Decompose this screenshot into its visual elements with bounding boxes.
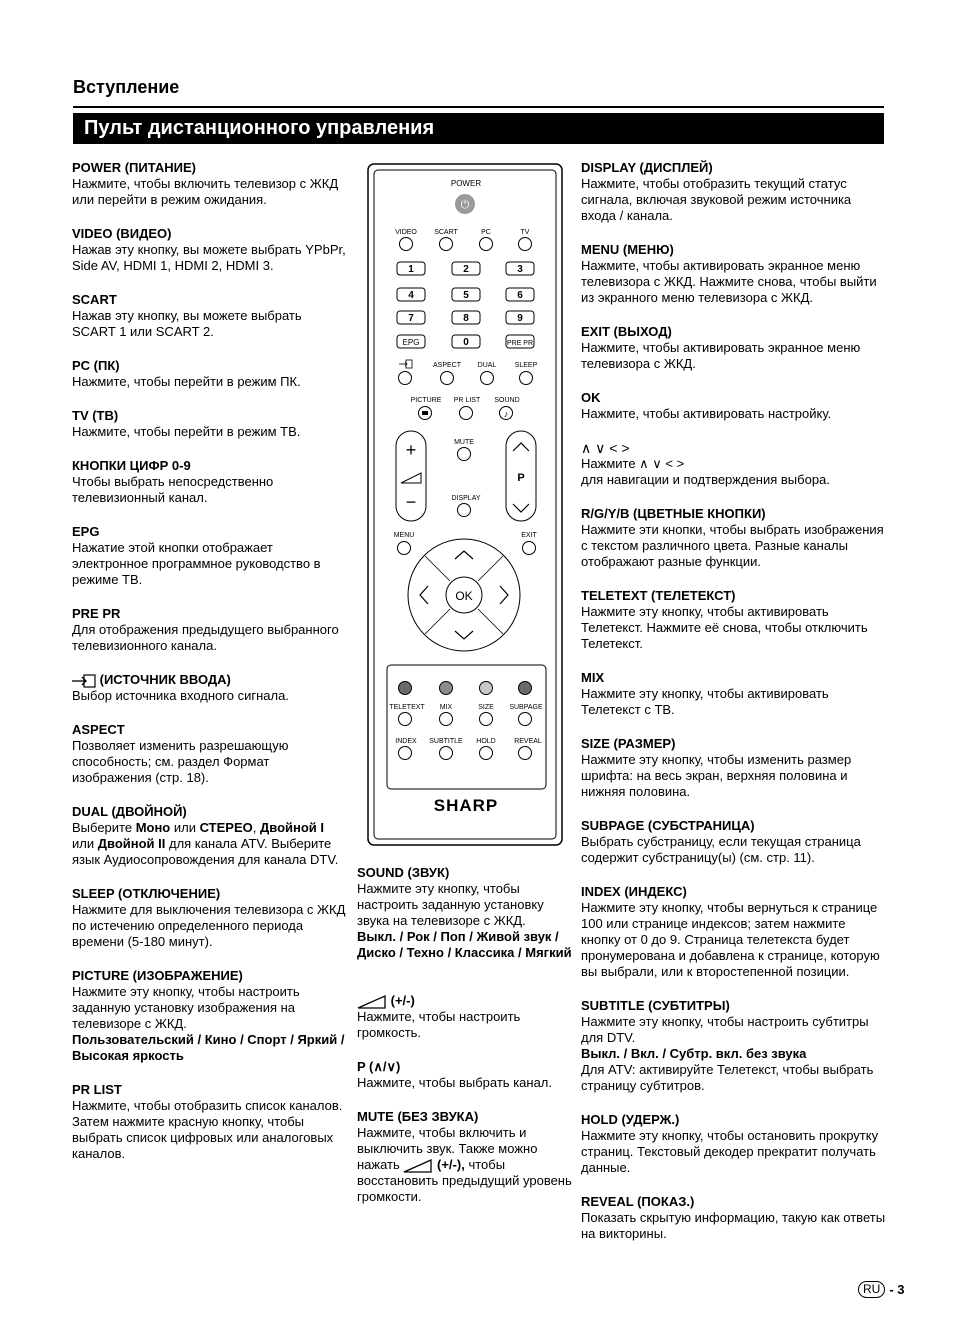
pre-pr-label: PRE PR bbox=[506, 340, 534, 347]
item-heading: SUBPAGE (СУБСТРАНИЦА) bbox=[581, 818, 755, 833]
item-heading: VIDEO (ВИДЕО) bbox=[72, 226, 172, 241]
item-heading: PICTURE (ИЗОБРАЖЕНИЕ) bbox=[72, 968, 243, 983]
item-heading: SIZE (РАЗМЕР) bbox=[581, 736, 676, 751]
mute-label: MUTE bbox=[454, 439, 474, 446]
item-text: Нажмите, чтобы активировать настройку. bbox=[581, 406, 832, 421]
display-button[interactable] bbox=[458, 504, 471, 517]
item-aspect bbox=[72, 722, 347, 786]
digit-6-label: 6 bbox=[517, 290, 523, 301]
item-text: Нажмите для выключения телевизора с ЖКД по истечению определенного периода времени (5-180 минут). bbox=[72, 902, 346, 949]
item-text: Нажмите эту кнопку, чтобы настроить заданную установку звука на телевизоре с ЖКД. bbox=[357, 881, 544, 928]
item-text: Нажмите эти кнопки, чтобы выбрать изображения с текстом различного цвета. Разные каналы отображают разные функции. bbox=[581, 522, 884, 569]
item-options: Пользовательский / Кино / Спорт / Яркий / Высокая яркость bbox=[72, 1032, 345, 1063]
item-text: Выбор источника входного сигнала. bbox=[72, 688, 289, 703]
item-ok bbox=[581, 390, 886, 422]
item-text: Нажмите, чтобы отобразить текущий статус сигнала, включая звуковой режим источника входа / канала. bbox=[581, 176, 852, 223]
item-mute bbox=[357, 1109, 572, 1205]
item-text: Выбрать субстраницу, если текущая страница содержит субстраницу(ы) (см. стр. 11). bbox=[581, 834, 861, 865]
item-options: Выкл. / Вкл. / Субтр. вкл. без звука bbox=[581, 1046, 807, 1061]
input-source-icon bbox=[72, 674, 96, 688]
item-prepr bbox=[72, 606, 347, 654]
item-text: Нажмите эту кнопку, чтобы изменить размер шрифта: на весь экран, верхняя половина и нижняя половина. bbox=[581, 752, 852, 799]
reveal-label: REVEAL bbox=[514, 738, 542, 745]
red-button[interactable] bbox=[399, 682, 412, 695]
item-dual bbox=[72, 804, 347, 868]
item-text: Нажмите эту кнопку, чтобы остановить прокрутку страниц. Текстовый декодер прекратит получать данные. bbox=[581, 1128, 879, 1175]
item-index bbox=[581, 884, 886, 980]
item-heading: (ИСТОЧНИК ВВОДА) bbox=[99, 672, 231, 687]
item-arrows bbox=[581, 440, 886, 488]
blue-button[interactable] bbox=[519, 682, 532, 695]
item-heading: EXIT (ВЫХОД) bbox=[581, 324, 672, 339]
aspect-button[interactable] bbox=[441, 372, 454, 385]
digit-0-label: 0 bbox=[463, 337, 469, 348]
display-label: DISPLAY bbox=[451, 495, 481, 502]
item-picture bbox=[72, 968, 347, 1064]
digit-9-label: 9 bbox=[517, 313, 523, 324]
item-heading: PC (ПК) bbox=[72, 358, 120, 373]
sound-icon: ♪ bbox=[503, 409, 509, 419]
epg-label: EPG bbox=[402, 338, 420, 347]
item-text: Нажмите эту кнопку, чтобы активировать Телетекст. Нажмите её снова, чтобы отключить Телетекст. bbox=[581, 604, 868, 651]
digit-8-label: 8 bbox=[463, 313, 469, 324]
index-label: INDEX bbox=[395, 738, 417, 745]
item-heading: КНОПКИ ЦИФР 0-9 bbox=[72, 458, 191, 473]
item-heading: SUBTITLE (СУБТИТРЫ) bbox=[581, 998, 730, 1013]
item-scart bbox=[72, 292, 347, 340]
item-heading: EPG bbox=[72, 524, 100, 539]
item-text: Для отображения предыдущего выбранного телевизионного канала. bbox=[72, 622, 339, 653]
item-digits bbox=[72, 458, 347, 506]
item-size bbox=[581, 736, 886, 800]
sleep-button[interactable] bbox=[520, 372, 533, 385]
subpage-button[interactable] bbox=[519, 713, 532, 726]
item-heading: MENU (МЕНЮ) bbox=[581, 242, 674, 257]
item-text: Чтобы выбрать непосредственно телевизионный канал. bbox=[72, 474, 274, 505]
item-text: Нажав эту кнопку, вы можете выбрать SCART 1 или SCART 2. bbox=[72, 308, 302, 339]
item-heading: PRE PR bbox=[72, 606, 121, 621]
item-heading: HOLD (УДЕРЖ.) bbox=[581, 1112, 680, 1127]
item-heading: R/G/Y/B (ЦВЕТНЫЕ КНОПКИ) bbox=[581, 506, 766, 521]
item-sound bbox=[357, 865, 572, 961]
video-label: VIDEO bbox=[395, 229, 417, 236]
item-text: Нажмите эту кнопку, чтобы активировать Телетекст с ТВ. bbox=[581, 686, 829, 717]
dual-button[interactable] bbox=[481, 372, 494, 385]
navigation-pad bbox=[408, 539, 520, 651]
item-heading: SCART bbox=[72, 292, 117, 307]
item-heading: TELETEXT (ТЕЛЕТЕКСТ) bbox=[581, 588, 736, 603]
item-heading: MUTE (БЕЗ ЗВУКА) bbox=[357, 1109, 479, 1124]
item-text: Нажмите, чтобы активировать экранное меню телевизора с ЖКД. Нажмите снова, чтобы выйти из экранного меню телевизора с ЖКД. bbox=[581, 258, 877, 305]
item-input-source bbox=[72, 672, 347, 704]
aspect-label: ASPECT bbox=[432, 362, 462, 369]
language-badge: RU bbox=[858, 1281, 885, 1298]
remote-control bbox=[367, 163, 563, 846]
item-text: Нажмите, чтобы включить телевизор с ЖКД или перейти в режим ожидания. bbox=[72, 176, 339, 207]
volume-icon bbox=[403, 1159, 433, 1173]
teletext-panel bbox=[387, 665, 546, 789]
exit-label: EXIT bbox=[521, 532, 537, 539]
dual-label: DUAL bbox=[477, 362, 497, 369]
item-text: Нажмите эту кнопку, чтобы вернуться к странице 100 или странице индексов; затем нажмите кнопку от 0 до 9. Страница телетекста будет пронумерована и добавлена к странице, которую вы выбрали, или к второстепенной позиции. bbox=[581, 900, 880, 979]
right-column bbox=[581, 160, 886, 1260]
subtitle-button[interactable] bbox=[440, 747, 453, 760]
power-label: POWER bbox=[450, 179, 482, 188]
volume-icon bbox=[357, 995, 387, 1009]
item-display bbox=[581, 160, 886, 224]
item-heading: ASPECT bbox=[72, 722, 125, 737]
sleep-label: SLEEP bbox=[514, 362, 538, 369]
item-heading: DUAL (ДВОЙНОЙ) bbox=[72, 804, 187, 819]
item-heading: TV (ТВ) bbox=[72, 408, 119, 423]
ok-label: OK bbox=[455, 589, 473, 603]
left-column bbox=[72, 160, 347, 1180]
item-menu bbox=[581, 242, 886, 306]
subpage-label: SUBPAGE bbox=[509, 704, 543, 711]
item-pc bbox=[72, 358, 347, 390]
power-icon: ⏻ bbox=[460, 199, 470, 211]
item-text: Нажав эту кнопку, вы можете выбрать YPbPr, Side AV, HDMI 1, HDMI 2, HDMI 3. bbox=[72, 242, 346, 273]
item-video bbox=[72, 226, 347, 274]
item-heading: DISPLAY (ДИСПЛЕЙ) bbox=[581, 160, 713, 175]
item-text: Выберите Моно или СТЕРЕО, Двойной I или Двойной II для канала ATV. Выберите язык Аудиосопровождения для канала DTV. bbox=[72, 820, 339, 867]
section-title: Вступление bbox=[73, 77, 180, 97]
item-heading: MIX bbox=[581, 670, 605, 685]
item-hold bbox=[581, 1112, 886, 1176]
yellow-button[interactable] bbox=[480, 682, 493, 695]
item-heading: ∧ ∨ < > bbox=[581, 440, 630, 456]
tv-button[interactable] bbox=[519, 238, 532, 251]
menu-button[interactable] bbox=[398, 542, 411, 555]
item-exit bbox=[581, 324, 886, 372]
item-heading: SOUND (ЗВУК) bbox=[357, 865, 450, 880]
item-heading: SLEEP (ОТКЛЮЧЕНИЕ) bbox=[72, 886, 221, 901]
item-text: Нажмите, чтобы включить и выключить звук. Также можно нажать (+/-), чтобы восстановить предыдущий уровень громкости. bbox=[357, 1125, 572, 1204]
item-text: Нажмите эту кнопку, чтобы настроить субтитры для DTV. bbox=[581, 1014, 869, 1045]
item-text: Показать скрытую информацию, такую как ответы на викторины. bbox=[581, 1210, 886, 1241]
page-number-text: - 3 bbox=[889, 1282, 905, 1297]
size-label: SIZE bbox=[478, 704, 494, 711]
page-title: Пульт дистанционного управления bbox=[73, 113, 884, 144]
picture-row bbox=[411, 397, 520, 420]
item-subtitle bbox=[581, 998, 886, 1094]
teletext-label: TELETEXT bbox=[389, 704, 425, 711]
picture-label: PICTURE bbox=[410, 397, 442, 404]
item-subpage bbox=[581, 818, 886, 866]
subtitle-label: SUBTITLE bbox=[429, 738, 463, 745]
item-text: Нажмите, чтобы активировать экранное меню телевизора с ЖКД. bbox=[581, 340, 861, 371]
item-teletext bbox=[581, 588, 886, 652]
middle-column bbox=[357, 865, 572, 1223]
pc-label: PC bbox=[481, 229, 491, 236]
item-text: Нажмите, чтобы перейти в режим ТВ. bbox=[72, 424, 301, 439]
channel-p-label: P bbox=[517, 472, 525, 484]
digit-1-label: 1 bbox=[408, 264, 414, 275]
item-heading: PR LIST bbox=[72, 1082, 122, 1097]
volume-down-icon: − bbox=[405, 492, 417, 512]
mute-button[interactable] bbox=[458, 448, 471, 461]
reveal-button[interactable] bbox=[519, 747, 532, 760]
item-text: для навигации и подтверждения выбора. bbox=[581, 472, 830, 487]
sound-label: SOUND bbox=[494, 397, 520, 404]
item-prlist bbox=[72, 1082, 347, 1162]
digit-4-label: 4 bbox=[408, 290, 414, 301]
item-text: Позволяет изменить разрешающую способность; см. раздел Формат изображения (стр. 18). bbox=[72, 738, 289, 785]
volume-up-icon: + bbox=[405, 440, 417, 460]
item-power bbox=[72, 160, 347, 208]
page-number bbox=[858, 1281, 905, 1298]
item-text: Нажмите, чтобы настроить громкость. bbox=[357, 1009, 521, 1040]
item-heading: POWER (ПИТАНИЕ) bbox=[72, 160, 196, 175]
scart-label: SCART bbox=[434, 229, 458, 236]
mix-label: MIX bbox=[439, 704, 453, 711]
green-button[interactable] bbox=[440, 682, 453, 695]
item-text: Для ATV: активируйте Телетекст, чтобы выбрать страницу субтитров. bbox=[581, 1062, 874, 1093]
item-options: Выкл. / Рок / Поп / Живой звук / Диско / Техно / Классика / Мягкий bbox=[357, 929, 572, 960]
item-color-buttons bbox=[581, 506, 886, 570]
item-mix bbox=[581, 670, 886, 718]
item-heading: REVEAL (ПОКАЗ.) bbox=[581, 1194, 695, 1209]
pr-list-button[interactable] bbox=[460, 407, 473, 420]
item-sleep bbox=[72, 886, 347, 950]
brand-logo: SHARP bbox=[433, 796, 499, 815]
size-button[interactable] bbox=[480, 713, 493, 726]
mix-button[interactable] bbox=[440, 713, 453, 726]
item-text: Нажмите ∧ ∨ < > bbox=[581, 456, 685, 471]
item-text: Нажатие этой кнопки отображает электронное программное руководство в режиме ТВ. bbox=[72, 540, 321, 587]
item-volume bbox=[357, 993, 572, 1041]
item-heading: P (∧/∨) bbox=[357, 1059, 401, 1074]
volume-rocker bbox=[396, 431, 426, 521]
pc-button[interactable] bbox=[480, 238, 493, 251]
item-text: Нажмите, чтобы отобразить список каналов. Затем нажмите красную кнопку, чтобы выбрать список цифровых или аналоговых каналов. bbox=[72, 1098, 343, 1161]
digit-3-label: 3 bbox=[517, 264, 523, 275]
input-source-button[interactable] bbox=[399, 372, 412, 385]
divider bbox=[73, 106, 884, 108]
tv-label: TV bbox=[520, 229, 530, 236]
teletext-button[interactable] bbox=[399, 713, 412, 726]
scart-button[interactable] bbox=[440, 238, 453, 251]
menu-label: MENU bbox=[393, 532, 415, 539]
item-text: Нажмите, чтобы перейти в режим ПК. bbox=[72, 374, 301, 389]
item-p bbox=[357, 1059, 572, 1091]
exit-button[interactable] bbox=[523, 542, 536, 555]
index-button[interactable] bbox=[399, 747, 412, 760]
item-heading: (+/-) bbox=[390, 993, 415, 1008]
item-tv bbox=[72, 408, 347, 440]
item-epg bbox=[72, 524, 347, 588]
video-button[interactable] bbox=[400, 238, 413, 251]
picture-icon bbox=[422, 411, 428, 415]
item-text: Нажмите эту кнопку, чтобы настроить заданную установку изображения на телевизоре с ЖКД. bbox=[72, 984, 300, 1031]
item-reveal bbox=[581, 1194, 886, 1242]
digit-5-label: 5 bbox=[463, 290, 469, 301]
digit-2-label: 2 bbox=[463, 264, 469, 275]
digit-7-label: 7 bbox=[408, 313, 414, 324]
item-heading: INDEX (ИНДЕКС) bbox=[581, 884, 687, 899]
pr-list-label: PR LIST bbox=[453, 397, 481, 404]
hold-button[interactable] bbox=[480, 747, 493, 760]
item-heading: OK bbox=[581, 390, 601, 405]
hold-label: HOLD bbox=[476, 738, 496, 745]
channel-rocker bbox=[506, 431, 536, 521]
item-text: Нажмите, чтобы выбрать канал. bbox=[357, 1075, 553, 1090]
